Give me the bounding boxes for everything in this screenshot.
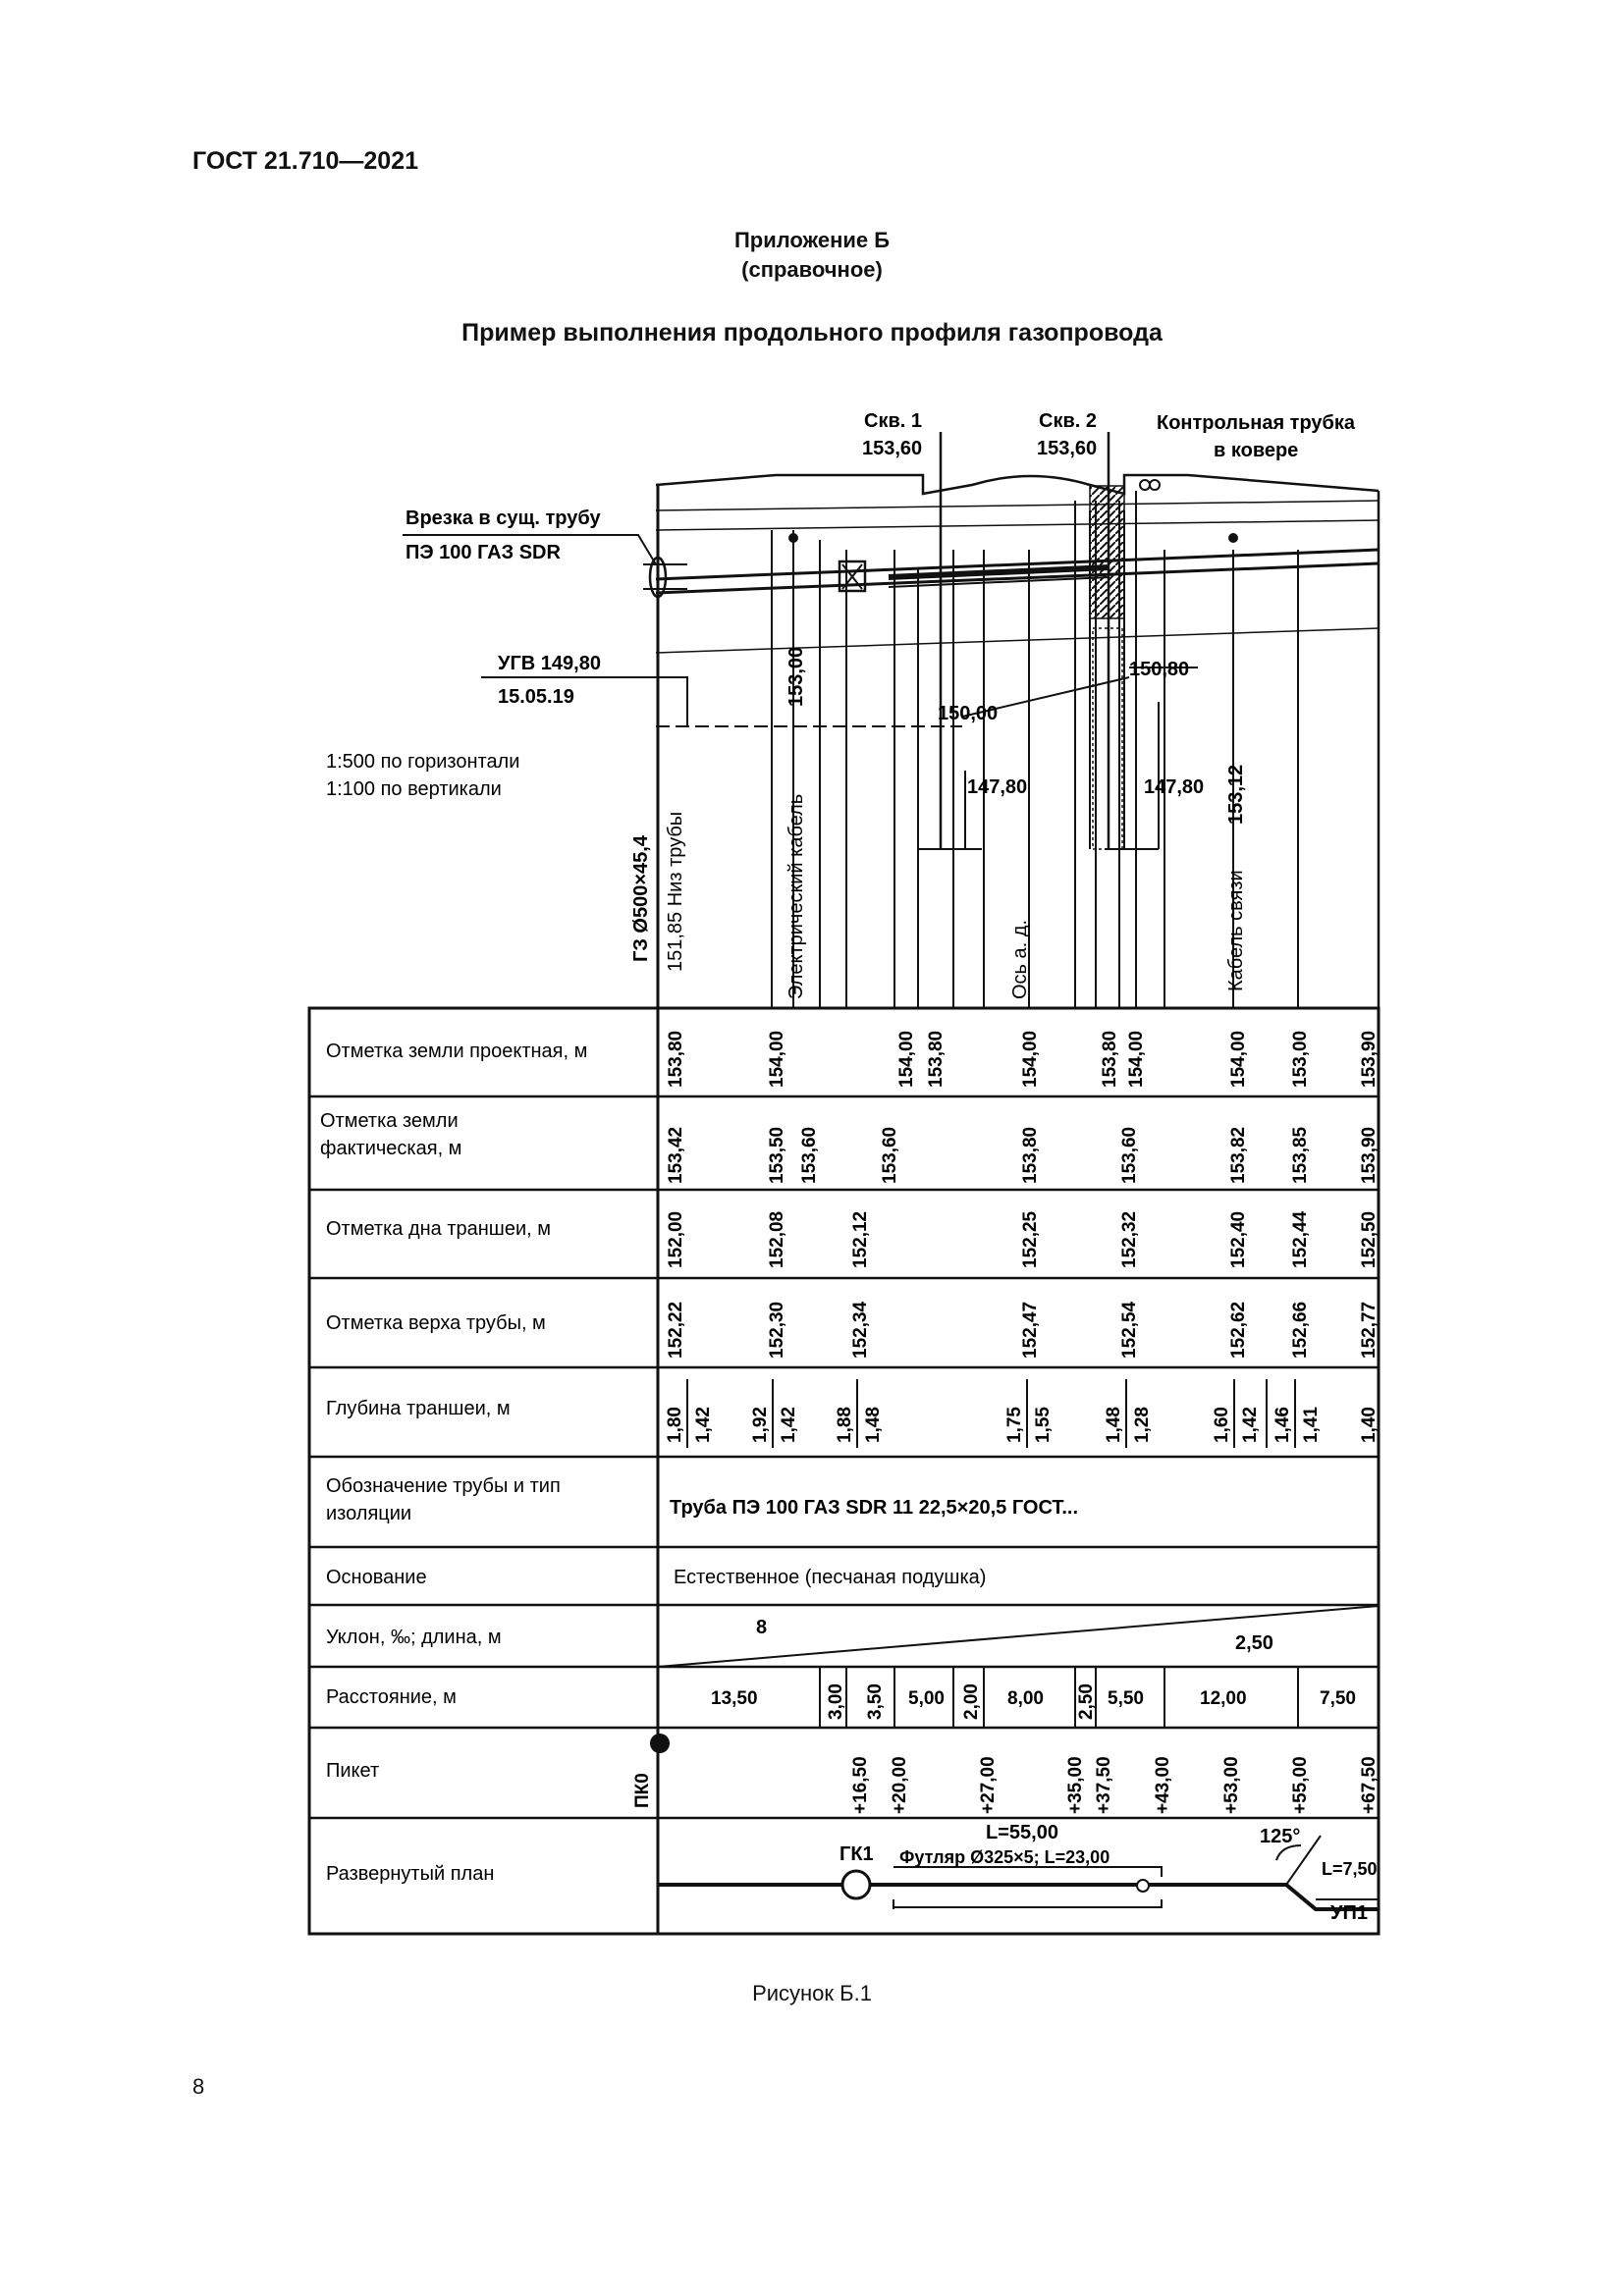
trench-depth-value: 1,42 (1240, 1407, 1261, 1443)
distance-value: 5,00 (908, 1688, 945, 1709)
actual-ground-value: 153,82 (1228, 1126, 1249, 1184)
design-ground-value: 153,80 (1100, 1030, 1120, 1088)
actual-ground-value: 153,60 (880, 1126, 900, 1184)
control-tube-1: Контрольная трубка (1157, 412, 1356, 434)
trench-depth-value: 1,48 (863, 1407, 884, 1443)
actual-ground-value: 153,80 (1020, 1126, 1041, 1184)
row-pipe-designation-2: изоляции (326, 1503, 412, 1524)
well1-elev: 153,60 (862, 438, 923, 459)
design-ground-value: 154,00 (1020, 1030, 1041, 1088)
picket-value: +43,00 (1153, 1756, 1173, 1814)
pipe-bottom-label: 151,85 Низ трубы (665, 811, 686, 972)
comm-cable-label: Кабель связи (1225, 870, 1247, 991)
ground-line (656, 475, 1379, 494)
pipe-top-value: 152,66 (1290, 1301, 1311, 1359)
row-trench-depth: Глубина траншеи, м (326, 1398, 511, 1419)
trench-depth-value: 1,92 (750, 1407, 771, 1443)
pipe-top-value: 152,34 (850, 1301, 871, 1359)
row-foundation: Основание (326, 1567, 427, 1588)
page-number: 8 (192, 2074, 205, 2099)
plan-up: УП1 (1330, 1902, 1368, 1924)
row-pipe-designation-1: Обозначение трубы и тип (326, 1475, 561, 1497)
actual-ground-value: 153,42 (666, 1126, 686, 1184)
trench-depth-value: 1,40 (1359, 1407, 1380, 1443)
actual-ground-value: 153,50 (767, 1126, 787, 1184)
row-actual-ground-1: Отметка земли (320, 1110, 459, 1132)
picket-value: +67,50 (1359, 1756, 1380, 1814)
elev-147-80-a: 147,80 (967, 776, 1028, 798)
groundwater-level: УГВ 149,80 (498, 653, 601, 674)
trench-depth-value: 1,42 (779, 1407, 799, 1443)
row-actual-ground-2: фактическая, м (320, 1138, 462, 1159)
tie-in-2: ПЭ 100 ГАЗ SDR (406, 542, 561, 563)
actual-ground-value: 153,90 (1359, 1126, 1380, 1184)
pipe-top-value: 152,62 (1228, 1301, 1249, 1359)
row-pipe-top: Отметка верха трубы, м (326, 1312, 546, 1334)
trench-bottom-value: 152,40 (1228, 1210, 1249, 1268)
distance-value: 13,50 (711, 1688, 758, 1709)
design-ground-value: 153,80 (666, 1030, 686, 1088)
trench-depth-value: 1,55 (1033, 1407, 1054, 1443)
picket-value: +27,00 (978, 1756, 999, 1814)
trench-bottom-value: 152,12 (850, 1210, 871, 1268)
pipe (656, 550, 1379, 579)
well1-name: Скв. 1 (864, 410, 922, 432)
comm-cable-elev: 153,12 (1225, 764, 1247, 825)
pipe-top-value: 152,54 (1119, 1301, 1140, 1359)
control-tube-2: в ковере (1214, 440, 1299, 461)
trench-depth-value: 1,60 (1212, 1407, 1232, 1443)
trench-depth-value: 1,80 (665, 1407, 685, 1443)
distance-value: 8,00 (1007, 1688, 1044, 1709)
actual-ground-value: 153,60 (799, 1126, 820, 1184)
road-axis-label: Ось а. д. (1009, 920, 1031, 999)
trench-bottom-value: 152,25 (1020, 1210, 1041, 1268)
trench-bottom-value: 152,32 (1119, 1210, 1140, 1268)
pipe-top-value: 152,30 (767, 1301, 787, 1359)
actual-ground-value: 153,60 (1119, 1126, 1140, 1184)
well2-name: Скв. 2 (1039, 410, 1097, 432)
row-plan: Развернутый план (326, 1863, 495, 1885)
pipe-top-value: 152,47 (1020, 1301, 1041, 1359)
trench-depth-value: 1,41 (1301, 1407, 1322, 1443)
trench-depth-value: 1,75 (1004, 1407, 1025, 1443)
tie-in-1: Врезка в сущ. трубу (406, 507, 601, 529)
pipe-designation: Труба ПЭ 100 ГАЗ SDR 11 22,5×20,5 ГОСТ... (670, 1497, 1079, 1519)
trench-bottom-value: 152,00 (666, 1210, 686, 1268)
slope-value: 8 (756, 1617, 768, 1638)
appendix-title: Приложение Б (733, 228, 891, 252)
design-ground-value: 153,00 (1290, 1030, 1311, 1088)
pipe-top-value: 152,77 (1359, 1301, 1380, 1359)
design-ground-value: 153,80 (926, 1030, 947, 1088)
distance-value: 2,50 (1076, 1683, 1097, 1720)
picket-value: +37,50 (1094, 1756, 1114, 1814)
elev-147-80-b: 147,80 (1144, 776, 1205, 798)
distance-value: 3,50 (865, 1683, 886, 1720)
distance-value: 2,00 (961, 1683, 982, 1720)
row-picket: Пикет (326, 1760, 380, 1782)
plan-length: L=55,00 (986, 1822, 1058, 1843)
trench-bottom-value: 152,44 (1290, 1210, 1311, 1268)
picket-value: +16,50 (850, 1756, 871, 1814)
design-ground-value: 154,00 (1228, 1030, 1249, 1088)
elev-150-00: 150,00 (938, 703, 999, 724)
plan-angle: 125° (1260, 1826, 1301, 1847)
row-design-ground: Отметка земли проектная, м (326, 1041, 588, 1062)
design-ground-value: 154,00 (1126, 1030, 1147, 1088)
picket-value: +55,00 (1290, 1756, 1311, 1814)
design-ground-value: 154,00 (767, 1030, 787, 1088)
trench-bottom-value: 152,50 (1359, 1210, 1380, 1268)
trench-depth-value: 1,28 (1132, 1407, 1153, 1443)
picket-value: +20,00 (890, 1756, 910, 1814)
scale-vertical: 1:100 по вертикали (326, 778, 502, 800)
plan-l-end: L=7,50 (1322, 1859, 1378, 1879)
design-ground-value: 154,00 (896, 1030, 917, 1088)
groundwater-date: 15.05.19 (498, 686, 574, 708)
plan-casing: Футляр Ø325×5; L=23,00 (899, 1847, 1110, 1867)
distance-value: 5,50 (1108, 1688, 1144, 1709)
trench-bottom-value: 152,08 (767, 1210, 787, 1268)
distance-value: 3,00 (826, 1683, 846, 1720)
cable-elev: 153,00 (785, 646, 807, 707)
distance-value: 7,50 (1320, 1688, 1356, 1709)
plan-gk: ГК1 (839, 1843, 874, 1865)
row-slope: Уклон, ‰; длина, м (326, 1627, 502, 1648)
figure-title: Пример выполнения продольного профиля газопровода (461, 319, 1163, 347)
actual-ground-value: 153,85 (1290, 1126, 1311, 1184)
distance-value: 12,00 (1200, 1688, 1247, 1709)
gz-label: ГЗ Ø500×45,4 (630, 835, 652, 962)
trench-depth-value: 1,42 (693, 1407, 714, 1443)
picket-value: ПК0 (632, 1773, 653, 1808)
row-distance: Расстояние, м (326, 1686, 457, 1708)
slope-length: 2,50 (1235, 1632, 1273, 1654)
scale-horizontal: 1:500 по горизонтали (326, 751, 520, 773)
appendix-kind: (справочное) (741, 257, 883, 282)
well2-elev: 153,60 (1037, 438, 1098, 459)
electric-cable-label: Электрический кабель (785, 793, 807, 999)
row-trench-bottom: Отметка дна траншеи, м (326, 1218, 552, 1240)
document-header: ГОСТ 21.710—2021 (192, 147, 419, 175)
foundation-value: Естественное (песчаная подушка) (674, 1567, 987, 1588)
trench-depth-value: 1,46 (1272, 1407, 1293, 1443)
pipe-top-value: 152,22 (666, 1301, 686, 1359)
elev-150-80: 150,80 (1129, 659, 1190, 680)
figure-caption: Рисунок Б.1 (752, 1981, 872, 2005)
picket-value: +53,00 (1221, 1756, 1242, 1814)
picket-value: +35,00 (1065, 1756, 1086, 1814)
design-ground-value: 153,90 (1359, 1030, 1380, 1088)
trench-depth-value: 1,88 (835, 1407, 855, 1443)
trench-depth-value: 1,48 (1104, 1407, 1124, 1443)
